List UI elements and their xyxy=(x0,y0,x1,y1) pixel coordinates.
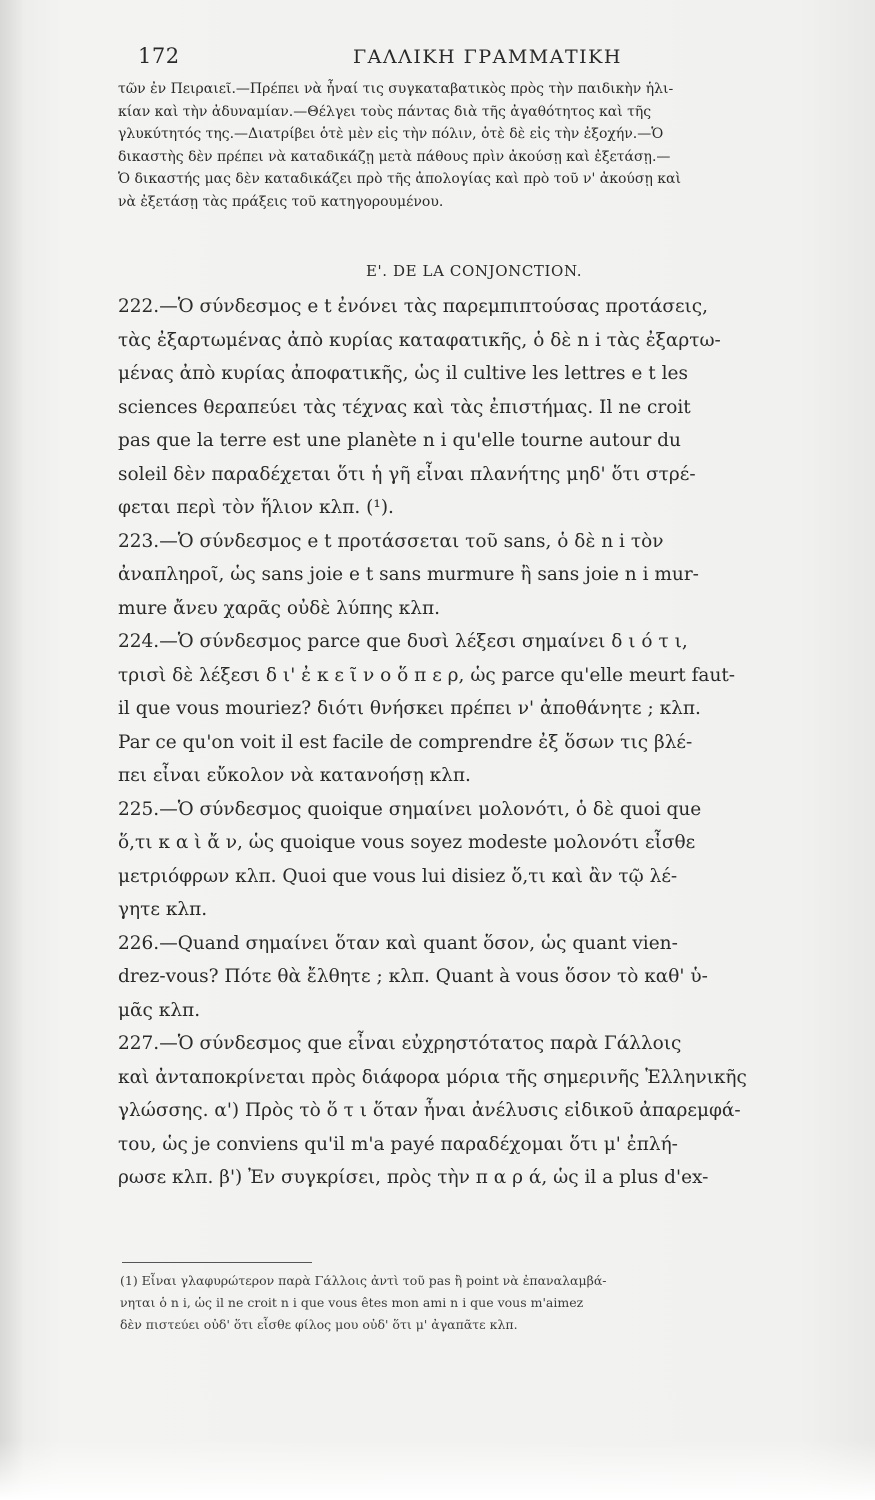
text-line: γλυκύτητός της.—Διατρίβει ὁτὲ μὲν εἰς τὴν πόλιν, ὁτὲ δὲ εἰς τὴν ἐξοχήν.—Ὁ xyxy=(118,126,664,142)
text-line: ἀναπληροῖ, ὡς sans joie e t sans murmure ἢ sans joie n i mur- xyxy=(118,564,699,585)
text-line: drez-vous? Πότε θὰ ἔλθητε ; κλπ. Quant à vous ὅσον τὸ καθ' ὑ- xyxy=(118,966,708,987)
text-line: Ὁ δικαστής μας δὲν καταδικάζει πρὸ τῆς ἀπολογίας καὶ πρὸ τοῦ ν' ἀκούσῃ καὶ xyxy=(118,171,681,187)
text-line: κίαν καὶ τὴν ἀδυναμίαν.—Θέλγει τοὺς πάντας διὰ τῆς ἀγαθότητος καὶ τῆς xyxy=(118,103,652,120)
footnote-line: νηται ὁ n i, ὡς il ne croit n i que vous êtes mon ami n i que vous m'aimez xyxy=(120,1295,584,1310)
text-line: 222.—Ὁ σύνδεσμος e t ἐνόνει τὰς παρεμπιπτούσας προτάσεις, xyxy=(118,296,709,317)
text-line: δικαστὴς δὲν πρέπει νὰ καταδικάζῃ μετὰ πάθους πρὶν ἀκούσῃ καὶ ἐξετάσῃ.— xyxy=(118,148,671,165)
text-line: 227.—Ὁ σύνδεσμος que εἶναι εὐχρηστότατος παρὰ Γάλλοις xyxy=(118,1033,682,1054)
text-line: μᾶς κλπ. xyxy=(118,999,201,1021)
text-line: 224.—Ὁ σύνδεσμος parce que δυσὶ λέξεσι σημαίνει δ ι ό τ ι, xyxy=(118,631,688,652)
page-header xyxy=(138,44,838,74)
text-line: il que vous mouriez? διότι θνήσκει πρέπει ν' ἀποθάνητε ; κλπ. xyxy=(118,698,701,719)
text-line: pas que la terre est une planète n i qu'elle tourne autour du xyxy=(118,430,681,451)
text-line: γητε κλπ. xyxy=(118,899,208,920)
text-line: τῶν ἐν Πειραιεῖ.—Πρέπει νὰ ἦναί τις συγκαταβατικὸς πρὸς τὴν παιδικὴν ἡλι- xyxy=(118,81,674,97)
scan-shadow-left xyxy=(0,0,24,1500)
text-line: γλώσσης. α') Πρὸς τὸ ὅ τ ι ὅταν ἦναι ἀνέλυσις εἰδικοῦ ἀπαρεμφά- xyxy=(118,1100,741,1121)
text-line: νὰ ἐξετάσῃ τὰς πράξεις τοῦ κατηγορουμένου. xyxy=(118,193,444,210)
text-line: του, ὡς je conviens qu'il m'a payé παραδέχομαι ὅτι μ' ἐπλή- xyxy=(118,1133,678,1155)
scan-fade-bottom xyxy=(0,1440,875,1500)
text-line: μετριόφρων κλπ. Quoi que vous lui disiez ὅ,τι καὶ ἂν τῷ λέ- xyxy=(118,865,678,887)
text-line: τὰς ἐξαρτωμένας ἀπὸ κυρίας καταφατικῆς, ὁ δὲ n i τὰς ἐξαρτω- xyxy=(118,329,721,351)
running-title: ΓΑΛΛΙΚΗ ΓΡΑΜΜΑΤΙΚΗ xyxy=(353,46,622,68)
text-line: 226.—Quand σημαίνει ὅταν καὶ quant ὅσον, ὡς quant vien- xyxy=(118,932,678,954)
footnote-divider xyxy=(122,1262,312,1263)
text-line: καὶ ἀνταποκρίνεται πρὸς διάφορα μόρια τῆς σημερινῆς Ἑλληνικῆς xyxy=(118,1066,747,1088)
text-line: τρισὶ δὲ λέξεσι δ ι' ἐ κ ε ῖ ν ο ὅ π ε ρ, ὡς parce qu'elle meurt faut- xyxy=(118,664,736,686)
text-line: πει εἶναι εὔκολον νὰ κατανοήσῃ κλπ. xyxy=(118,765,471,786)
text-line: mure ἄνευ χαρᾶς οὐδὲ λύπης κλπ. xyxy=(118,597,441,619)
footnote xyxy=(120,1270,835,1336)
text-line: ρωσε κλπ. β') Ἐν συγκρίσει, πρὸς τὴν π α ρ ά, ὡς il a plus d'ex- xyxy=(118,1167,709,1188)
text-line: sciences θεραπεύει τὰς τέχνας καὶ τὰς ἐπιστήμας. Il ne croit xyxy=(118,396,691,418)
section-title: Ε'. DE LA CONJONCTION. xyxy=(366,262,583,280)
text-line: μένας ἀπὸ κυρίας ἀποφατικῆς, ὡς il cultive les lettres e t les xyxy=(118,363,688,384)
text-line: ὅ,τι κ α ὶ ἄ ν, ὡς quoique vous soyez modeste μολονότι εἶσθε xyxy=(118,832,696,853)
text-line: 223.—Ὁ σύνδεσμος e t προτάσσεται τοῦ sans, ὁ δὲ n i τὸν xyxy=(118,530,664,552)
page-number: 172 xyxy=(138,44,180,68)
main-text xyxy=(118,290,838,1195)
text-line: Par ce qu'on voit il est facile de comprendre ἐξ ὅσων τις βλέ- xyxy=(118,731,693,753)
text-line: 225.—Ὁ σύνδεσμος quoique σημαίνει μολονότι, ὁ δὲ quoi que xyxy=(118,798,702,820)
intro-paragraph xyxy=(118,78,833,213)
footnote-line: (1) Εἶναι γλαφυρώτερον παρὰ Γάλλοις ἀντὶ τοῦ pas ἢ point νὰ ἐπαναλαμβά- xyxy=(120,1273,607,1288)
text-line: soleil δὲν παραδέχεται ὅτι ἡ γῆ εἶναι πλανήτης μηδ' ὅτι στρέ- xyxy=(118,463,696,485)
footnote-line: δὲν πιστεύει οὐδ' ὅτι εἶσθε φίλος μου οὐδ' ὅτι μ' ἀγαπᾶτε κλπ. xyxy=(120,1317,518,1332)
text-line: φεται περὶ τὸν ἥλιον κλπ. (¹). xyxy=(118,497,394,518)
